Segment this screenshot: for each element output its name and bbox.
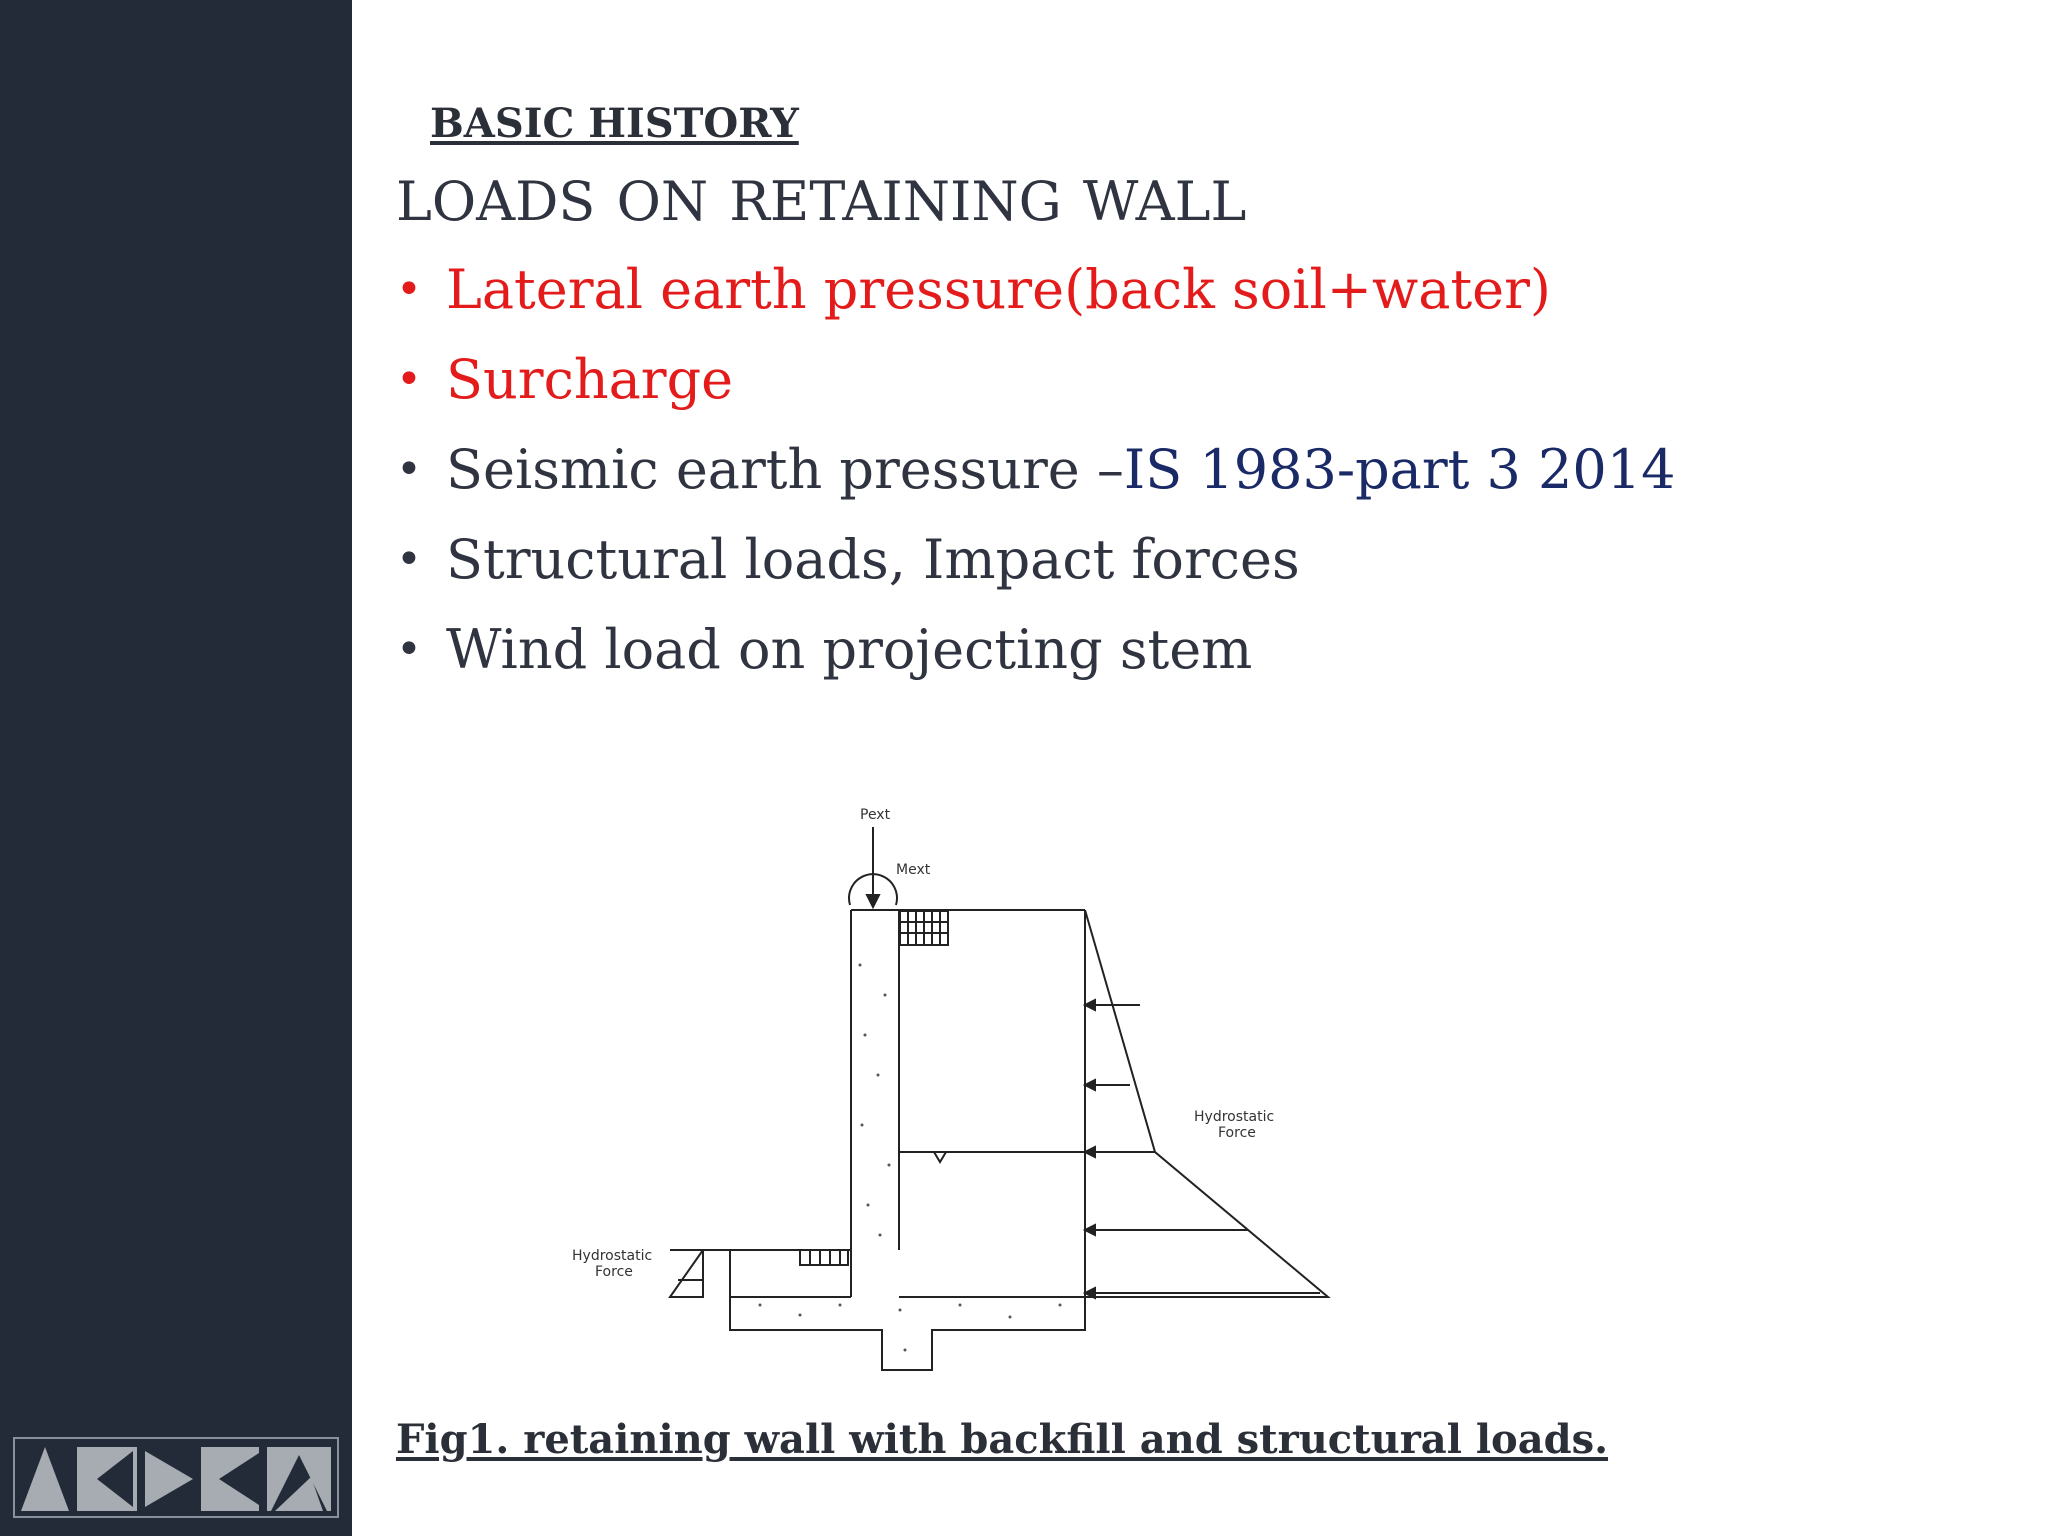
- bullet-item: [396, 432, 1675, 522]
- hydrostatic-pressure-diagram-right: [1085, 910, 1328, 1297]
- bullet-dot-icon: •: [396, 534, 422, 585]
- bullet-text: Lateral earth pressure(back soil+water): [446, 258, 1551, 321]
- bullet-text: Structural loads, Impact forces: [446, 528, 1300, 591]
- label-hydrostatic-left-line2: Force: [595, 1264, 633, 1280]
- section-heading: BASIC HISTORY: [430, 100, 799, 147]
- bullet-item: [396, 252, 1675, 342]
- sidebar-panel: [0, 0, 352, 1536]
- bullet-item: [396, 612, 1675, 702]
- label-hydrostatic-left-line1: Hydrostatic: [572, 1248, 653, 1264]
- figure-caption: Fig1. retaining wall with backfill and structural loads.: [396, 1416, 1609, 1463]
- hydrostatic-pressure-diagram-left: [670, 1250, 703, 1297]
- label-pext: Pext: [860, 807, 891, 823]
- label-hydrostatic-right-line1: Hydrostatic: [1194, 1109, 1275, 1125]
- bullet-item: [396, 522, 1675, 612]
- slide-title: LOADS ON RETAINING WALL: [396, 170, 1247, 233]
- label-hydrostatic-right-line2: Force: [1218, 1125, 1256, 1141]
- retaining-wall-diagram: [560, 805, 1360, 1385]
- bullet-dot-icon: •: [396, 354, 422, 405]
- bullet-dot-icon: •: [396, 624, 422, 675]
- bullet-text: Surcharge: [446, 348, 734, 411]
- bullet-text: Seismic earth pressure –: [446, 438, 1124, 501]
- concrete-texture: [759, 964, 1062, 1352]
- label-mext: Mext: [896, 862, 931, 878]
- bullet-list: [396, 252, 1675, 702]
- bullet-dot-icon: •: [396, 444, 422, 495]
- logo-triangles-icon: [13, 1437, 339, 1518]
- wall-stem: [730, 910, 1085, 1370]
- bullet-text: Wind load on projecting stem: [446, 618, 1253, 681]
- bullet-code-reference: IS 1983-part 3 2014: [1123, 438, 1676, 501]
- bullet-dot-icon: •: [396, 264, 422, 315]
- bullet-item: [396, 342, 1675, 432]
